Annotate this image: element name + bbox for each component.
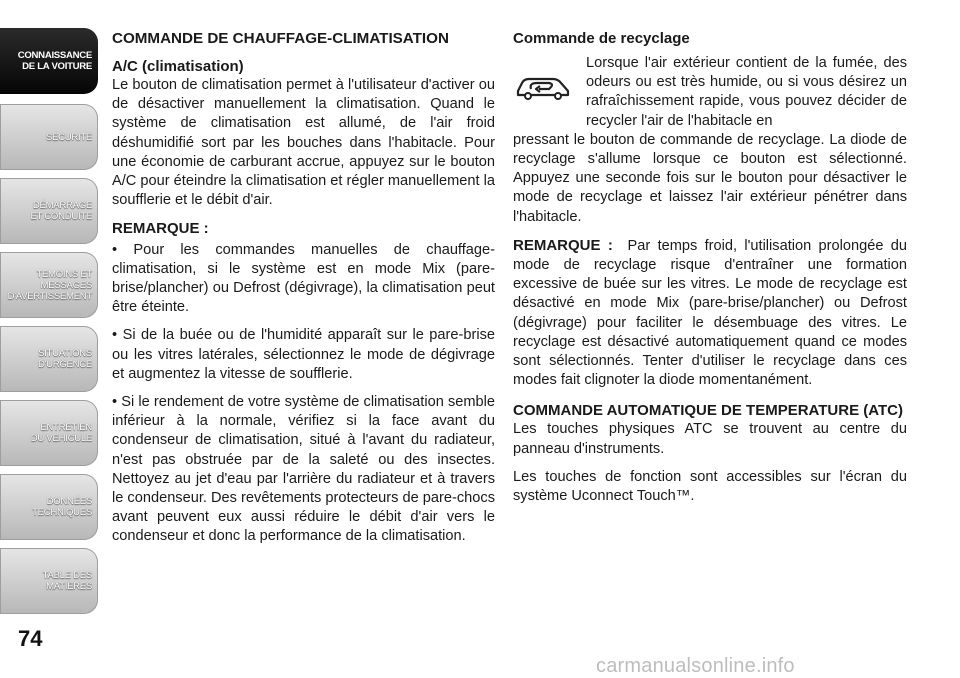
note-bullet: • Si de la buée ou de l'humidité apparaît sur le pare-brise ou les vitres latérales, sélectionnez le mode de dégivrage et augmentez la vitesse de soufflerie. [112, 327, 495, 382]
recirc-heading: Commande de recyclage [513, 30, 690, 47]
recirculation-icon [513, 64, 573, 104]
tab-demarrage-et-conduite[interactable]: DÉMARRAGE ET CONDUITE [0, 178, 98, 244]
recirc-block [513, 54, 907, 131]
page-number: 74 [18, 626, 43, 651]
tab-table-des-matieres[interactable]: TABLE DES MATIÈRES [0, 548, 98, 614]
atc-paragraph: Les touches physiques ATC se trouvent au centre du panneau d'instruments. [513, 421, 907, 457]
recirc-indented-text: Lorsque l'air extérieur contient de la fumée, des odeurs ou est très humide, ou si vous désirez un rafraîchissement rapide, vous pouvez décider de recycler l'air de l'habitacle en [586, 55, 907, 129]
atc-paragraph: Les touches de fonction sont accessibles sur l'écran du système Uconnect Touch™. [513, 468, 907, 505]
recirc-paragraph: pressant le bouton de commande de recyclage. La diode de recyclage s'allume lorsque ce bouton est sélectionné. Appuyez une seconde fois sur le bouton pour désactiver le mode de recyclage et laissez l'air extérieur pénétrer dans l'habitacle. [513, 131, 907, 225]
tab-temoins-et-messages[interactable]: TEMOINS ET MESSAGES D'AVERTISSEMENT [0, 252, 98, 318]
watermark: carmanualsonline.info [596, 655, 795, 677]
ac-heading: A/C (climatisation) [112, 58, 244, 75]
tab-donnees-techniques[interactable]: DONNÉES TECHNIQUES [0, 474, 98, 540]
note-label: REMARQUE : [112, 220, 209, 238]
note-label: REMARQUE : [513, 236, 613, 254]
ac-paragraph: Le bouton de climatisation permet à l'utilisateur d'activer ou de désactiver manuellement la climatisation. Quand le système de climatisation est allumé, de l'air froid déshumidifié sort par les bouches dans l'habitacle. Pour une économie de carburant accrue, appuyez sur le bouton A/C pour éteindre la climatisation et régler manuellement la soufflerie et le débit d'air. [112, 77, 495, 209]
tab-connaissance-de-la-voiture[interactable]: CONNAISSANCE DE LA VOITURE [0, 28, 98, 94]
right-column [513, 30, 907, 506]
tab-securite[interactable]: SÉCURITÉ [0, 104, 98, 170]
note-bullet: • Pour les commandes manuelles de chauffage-climatisation, si le système est en mode Mix (pare-brise/plancher) ou Defrost (dégivrage), la climatisation peut être éteinte. [112, 241, 495, 316]
section-title: COMMANDE DE CHAUFFAGE-CLIMATISATION [112, 30, 449, 47]
recirc-note [513, 236, 907, 391]
tab-entretien-du-vehicule[interactable]: ENTRETIEN DU VEHICULE [0, 400, 98, 466]
tab-situations-durgence[interactable]: SITUATIONS D'URGENCE [0, 326, 98, 392]
note-text: Par temps froid, l'utilisation prolongée du mode de recyclage risque d'entraîner une formation excessive de buée sur les vitres. Le mode de recyclage est désactivé en mode Mix (pare-brise/plancher) ou Defrost (dégivrage) pour faciliter le désembuage des vitres. Le recyclage est désactivé automatiquement quand ce modes sont sélectionnés. Tenter d'utiliser le recyclage dans ces modes fait clignoter la diode momentanément. [513, 237, 908, 389]
note-bullet: • Si le rendement de votre système de climatisation semble inférieur à la normale, vérifiez si la face avant du condenseur de climatisation, situé à l'avant du radiateur, n'est pas obstruée par de la saleté ou des insectes. Nettoyez au jet d'eau par l'arrière du radiateur et à travers le condenseur. Des revêtements protecteurs de pare-chocs avant peuvent eux aussi réduire le débit d'air vers le condenseur et donc la performance de la climatisation. [112, 394, 495, 545]
atc-heading: COMMANDE AUTOMATIQUE DE TEMPERATURE (ATC) [513, 402, 903, 420]
left-column [112, 30, 495, 547]
